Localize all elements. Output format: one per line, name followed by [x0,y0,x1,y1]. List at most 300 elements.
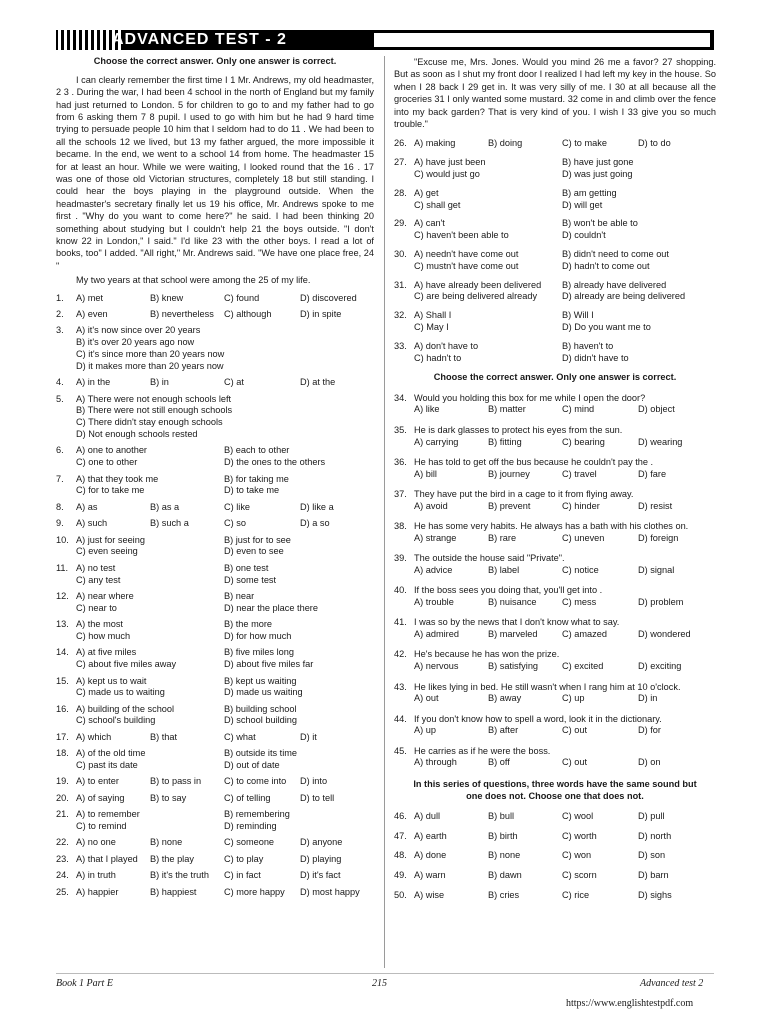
answer-option: D) for [638,725,661,736]
answer-options [414,565,716,577]
answer-option: D) anyone [300,837,343,848]
answer-option: A) get [414,187,439,198]
question-item [56,748,374,772]
answer-option: A) it's now since over 20 years [76,325,201,336]
answer-options [414,310,716,334]
question-number: 36. [394,456,407,467]
question-item [394,714,716,738]
answer-option: D) fare [638,468,667,479]
answer-option: C) of telling [224,792,271,803]
question-item [56,474,374,498]
answer-option: A) Shall I [414,310,452,321]
question-body [414,521,716,545]
question-item [56,394,374,441]
question-body [414,138,716,150]
question-item [394,746,716,770]
answer-option: A) making [414,138,456,149]
instruction-a: Choose the correct answer. Only one answer is correct. [93,56,337,66]
answer-options [414,404,716,416]
question-number: 12. [56,590,69,601]
question-item [394,585,716,609]
answer-option: B) to pass in [150,776,202,787]
answer-option: B) for taking me [224,473,289,484]
right-question-list-a [394,138,716,364]
answer-option: C) shall get [414,199,461,210]
answer-option: A) like [414,404,440,415]
left-column [56,56,374,898]
question-item [56,837,374,849]
question-stem: I was so by the news that I don't know what to say. [414,617,620,628]
answer-option: D) couldn't [562,230,606,241]
answer-options [76,325,374,372]
passage-school [56,74,374,287]
question-item [394,682,716,706]
answer-options [76,870,374,882]
answer-option: A) done [414,850,447,861]
question-item [56,647,374,671]
column-divider [384,56,385,968]
answer-option: B) it's the truth [150,870,209,881]
answer-option: C) even seeing [76,546,138,557]
question-number: 34. [394,392,407,403]
question-item [394,341,716,365]
question-number: 44. [394,713,407,724]
answer-option: D) was just going [562,169,633,180]
question-number: 2. [56,309,64,320]
question-number: 25. [56,886,69,897]
answer-option: A) kept us to wait [76,675,147,686]
answer-option: C) mess [562,597,597,608]
question-stem: He likes lying in bed. He still wasn't when I rang him at 10 o'clock. [414,681,681,692]
answer-option: C) for to take me [76,485,145,496]
instruction-b: Choose the correct answer. Only one answer is correct. [433,372,677,383]
question-body [414,341,716,365]
question-body [414,218,716,242]
answer-option: A) at five miles [76,647,137,658]
answer-option: A) that they took me [76,473,159,484]
answer-option: A) that I played [76,853,138,864]
question-item [394,850,716,862]
answer-option: C) amazed [562,629,607,640]
answer-options [414,157,716,181]
question-body [414,457,716,481]
answer-option: B) dawn [488,870,522,881]
answer-options [76,676,374,700]
question-number: 18. [56,748,69,759]
question-body [414,280,716,304]
question-number: 40. [394,585,407,596]
question-body [414,746,716,770]
question-number: 17. [56,731,69,742]
answer-options [414,693,716,705]
answer-options [76,502,374,514]
question-item [56,854,374,866]
question-number: 5. [56,393,64,404]
answer-option: C) wool [562,810,594,821]
answer-option: A) no test [76,562,116,573]
answer-options [414,437,716,449]
answer-option: A) carrying [414,436,459,447]
answer-option: B) each to other [224,445,290,456]
answer-option: A) even [76,309,108,320]
answer-option: B) outside its time [224,748,298,759]
answer-option: C) mustn't have come out [414,260,519,271]
answer-option: D) school building [224,715,298,726]
answer-option: D) at the [300,377,336,388]
question-body [414,714,716,738]
question-stem: Would you holding this box for me while I open the door? [414,392,646,403]
footer-rule [56,973,714,974]
answer-option: C) in fact [224,870,261,881]
answer-option: A) in the [76,377,111,388]
question-stem: He carries as if he were the boss. [414,745,551,756]
answer-options [414,218,716,242]
question-number: 45. [394,745,407,756]
answer-option: A) building of the school [76,703,175,714]
answer-option: D) already are being delivered [562,291,686,302]
answer-option: C) up [562,693,585,704]
question-number: 42. [394,649,407,660]
question-body [76,325,374,372]
question-body [414,890,716,902]
answer-option: C) travel [562,468,597,479]
answer-option: A) of saying [76,792,125,803]
question-body [76,445,374,469]
answer-option: B) off [488,757,510,768]
question-body [414,850,716,862]
answer-option: D) even to see [224,546,284,557]
answer-option: A) can't [414,218,445,229]
question-number: 20. [56,792,69,803]
question-body [414,831,716,843]
answer-option: C) what [224,731,256,742]
answer-option: D) out of date [224,760,280,771]
answer-options [76,445,374,469]
answer-options [414,597,716,609]
question-body [414,188,716,212]
answer-options [414,138,716,150]
answer-option: B) have just gone [562,157,634,168]
answer-option: C) are being delivered already [414,291,538,302]
answer-option: A) have just been [414,157,486,168]
answer-option: D) a so [300,518,330,529]
instruction-c: In this series of questions, three words have the same sound but one does not. Choose one that does not. [413,779,697,802]
question-item [394,870,716,882]
question-stem: He has told to get off the bus because he couldn't pay the . [414,456,654,467]
answer-options [414,850,716,862]
question-number: 31. [394,279,407,290]
banner-blank-box [374,33,710,47]
answer-option: A) happier [76,886,119,897]
answer-option: D) it makes more than 20 years now [76,360,224,371]
question-body [414,811,716,823]
question-body [76,647,374,671]
question-item [394,218,716,242]
answer-option: C) hinder [562,500,600,511]
answer-option: A) trouble [414,597,454,608]
question-number: 33. [394,340,407,351]
answer-option: C) out [562,757,588,768]
answer-option: C) out [562,725,588,736]
question-item [56,518,374,530]
question-number: 8. [56,501,64,512]
answer-option: B) such a [150,518,189,529]
answer-option: A) warn [414,870,446,881]
answer-option: D) barn [638,870,669,881]
footer-url: https://www.englishtestpdf.com [566,998,694,1009]
question-stem: The outside the house said "Private". [414,553,565,564]
answer-option: B) matter [488,404,526,415]
question-stem: He is dark glasses to protect his eyes from the sun. [414,424,623,435]
question-number: 16. [56,703,69,714]
question-number: 35. [394,424,407,435]
answer-option: B) nuisance [488,597,537,608]
answer-option: D) to do [638,138,671,149]
answer-option: D) about five miles far [224,659,314,670]
answer-option: A) bill [414,468,437,479]
question-item [394,831,716,843]
question-item [394,425,716,449]
answer-options [76,394,374,441]
answer-option: C) mind [562,404,595,415]
question-body [76,809,374,833]
question-body [414,310,716,334]
answer-options [76,837,374,849]
answer-option: D) to take me [224,485,280,496]
question-item [394,249,716,273]
answer-option: C) made us to waiting [76,687,165,698]
question-number: 30. [394,249,407,260]
question-item [394,157,716,181]
question-item [56,293,374,305]
question-body [414,553,716,577]
answer-options [76,377,374,389]
answer-option: B) happiest [150,886,197,897]
answer-option: D) for how much [224,630,292,641]
answer-option: A) no one [76,837,116,848]
answer-option: D) wearing [638,436,683,447]
answer-option: A) one to another [76,445,147,456]
answer-option: A) as [76,501,98,512]
question-number: 37. [394,488,407,499]
question-item [394,890,716,902]
answer-option: B) didn't need to come out [562,249,669,260]
answer-option: B) near [224,590,255,601]
answer-option: D) pull [638,810,665,821]
answer-option: D) signal [638,564,675,575]
answer-options [414,661,716,673]
question-body [76,563,374,587]
question-number: 6. [56,445,64,456]
question-number: 14. [56,647,69,658]
question-number: 32. [394,310,407,321]
answer-option: A) just for seeing [76,534,145,545]
question-item [394,521,716,545]
answer-option: C) although [224,309,272,320]
answer-option: B) the play [150,853,194,864]
answer-option: D) made us waiting [224,687,303,698]
answer-options [414,341,716,365]
answer-option: D) sighs [638,890,672,900]
question-body [76,887,374,899]
answer-option: D) north [638,830,672,841]
answer-option: D) discovered [300,292,357,303]
answer-options [76,591,374,615]
question-body [76,732,374,744]
answer-option: A) There were not enough schools left [76,393,232,404]
answer-option: B) five miles long [224,647,294,658]
question-item [394,310,716,334]
answer-option: C) found [224,292,260,303]
question-number: 23. [56,853,69,864]
answer-option: B) kept us waiting [224,675,297,686]
question-body [414,425,716,449]
question-body [414,249,716,273]
question-number: 39. [394,553,407,564]
answer-option: C) bearing [562,436,605,447]
footer-page-number: 215 [372,978,387,989]
answer-option: B) birth [488,830,518,841]
answer-option: A) the most [76,619,123,630]
answer-option: A) advice [414,564,453,575]
question-item [56,502,374,514]
answer-options [76,748,374,772]
question-number: 21. [56,809,69,820]
answer-option: C) so [224,518,246,529]
answer-option: D) will get [562,199,603,210]
answer-option: C) There didn't stay enough schools [76,417,223,428]
answer-option: C) to make [562,138,607,149]
answer-option: D) to tell [300,792,335,803]
question-body [414,617,716,641]
question-body [414,649,716,673]
question-item [56,676,374,700]
answer-options [414,629,716,641]
answer-option: B) rare [488,532,517,543]
question-number: 28. [394,187,407,198]
answer-options [414,890,716,902]
answer-option: B) fitting [488,436,522,447]
answer-option: A) up [414,725,436,736]
passage-paragraph-2: My two years at that school were among the 25 of my life. [76,275,311,286]
answer-option: C) worth [562,830,597,841]
answer-options [76,704,374,728]
right-column [394,56,716,902]
answer-option: B) after [488,725,519,736]
answer-option: B) remembering [224,809,290,820]
answer-option: C) to play [224,853,264,864]
answer-option: C) notice [562,564,599,575]
question-item [56,704,374,728]
answer-options [414,249,716,273]
question-body [76,535,374,559]
left-question-list [56,293,374,899]
answer-options [414,188,716,212]
question-item [394,457,716,481]
answer-option: D) exciting [638,661,682,672]
answer-options [414,725,716,737]
question-body [76,309,374,321]
question-number: 15. [56,675,69,686]
answer-option: D) son [638,850,666,861]
answer-options [414,831,716,843]
answer-option: B) journey [488,468,530,479]
answer-option: C) to remind [76,821,127,832]
answer-option: A) met [76,292,104,303]
answer-option: D) object [638,404,675,415]
answer-option: A) needn't have come out [414,249,519,260]
answer-options [76,563,374,587]
answer-option: C) school's building [76,715,156,726]
question-body [76,619,374,643]
answer-option: B) There were not still enough schools [76,405,233,416]
answer-option: B) Will I [562,310,594,321]
answer-option: A) admired [414,629,459,640]
answer-option: C) someone [224,837,275,848]
answer-options [76,309,374,321]
answer-option: D) playing [300,853,342,864]
answer-options [414,533,716,545]
question-body [76,793,374,805]
question-item [56,793,374,805]
question-number: 50. [394,890,407,900]
answer-option: A) in truth [76,870,116,881]
question-number: 48. [394,850,407,861]
answer-option: D) it [300,731,317,742]
question-item [394,553,716,577]
answer-option: A) such [76,518,108,529]
question-body [414,585,716,609]
question-number: 46. [394,810,407,821]
question-body [76,591,374,615]
question-body [76,776,374,788]
answer-option: B) just for to see [224,534,291,545]
answer-option: C) rice [562,890,590,900]
answer-option: C) about five miles away [76,659,177,670]
answer-option: A) dull [414,810,441,821]
question-item [394,617,716,641]
title-banner [56,30,714,50]
answer-option: A) don't have to [414,340,479,351]
question-number: 7. [56,473,64,484]
answer-option: C) uneven [562,532,605,543]
answer-options [76,518,374,530]
answer-options [76,535,374,559]
question-body [76,854,374,866]
question-body [414,682,716,706]
question-number: 3. [56,325,64,336]
answer-option: B) label [488,564,520,575]
question-body [414,157,716,181]
answer-option: C) won [562,850,592,861]
answer-option: B) none [150,837,183,848]
question-body [76,837,374,849]
answer-option: A) through [414,757,457,768]
answer-option: A) nervous [414,661,459,672]
question-item [56,309,374,321]
footer-book: Book 1 Part E [56,978,113,989]
answer-option: C) scorn [562,870,597,881]
answer-option: C) near to [76,602,117,613]
page-title: ADVANCED TEST - 2 [112,31,287,48]
question-body [76,518,374,530]
answer-options [414,757,716,769]
question-item [56,377,374,389]
answer-option: B) doing [488,138,523,149]
question-body [76,377,374,389]
question-number: 4. [56,377,64,388]
question-number: 13. [56,619,69,630]
